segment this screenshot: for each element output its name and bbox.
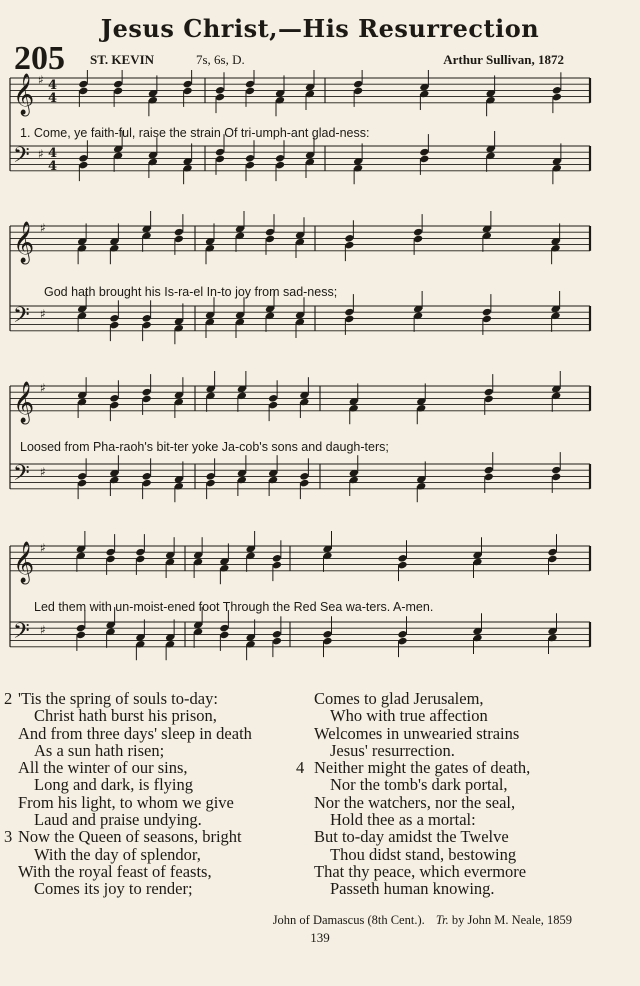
verse-line: 3 Now the Queen of seasons, bright <box>4 827 242 847</box>
verse-line: Jesus' resurrection. <box>330 740 455 760</box>
verse-line: Nor the watchers, nor the seal, <box>314 792 516 812</box>
sharp-icon: ♯ <box>40 623 46 637</box>
bass-clef-icon: 𝄢 <box>13 618 30 649</box>
credit-author: John of Damascus (8th Cent.). <box>272 913 425 927</box>
text-credit <box>0 913 640 928</box>
page-number: 139 <box>310 930 330 945</box>
verse-line: Nor the tomb's dark portal, <box>330 775 508 795</box>
verse-line: Passeth human knowing. <box>330 879 495 899</box>
lyric-line-3: Loosed from Pha-raoh's bit-ter yoke Ja-cob's sons and daugh-ters; <box>20 440 389 454</box>
verse-line: From his light, to whom we give <box>18 792 234 812</box>
treble-clef-icon: 𝄞 <box>13 221 35 263</box>
verse-line: All the winter of our sins, <box>18 758 188 778</box>
hymn-number: 205 <box>14 40 65 77</box>
bass-clef-icon: 𝄢 <box>13 460 30 491</box>
verse-line: Laud and praise undying. <box>34 810 202 830</box>
composer: Arthur Sullivan, 1872 <box>443 52 564 67</box>
treble-clef-icon: 𝄞 <box>13 541 35 583</box>
verses <box>0 690 640 920</box>
bass-clef-icon: 𝄢 <box>13 142 30 173</box>
verse-line: Hold thee as a mortal: <box>330 810 476 830</box>
time-signature-bottom: 4 <box>48 91 58 106</box>
sharp-icon: ♯ <box>40 381 46 395</box>
verse-line: With the day of splendor, <box>34 844 201 864</box>
verse-line: Who with true affection <box>330 706 488 726</box>
page-title: Jesus Christ,—His Resurrection <box>100 14 540 43</box>
verse-line: Long and dark, is flying <box>34 775 194 795</box>
verse-number: 3 <box>4 827 13 847</box>
credit-tr: Tr. <box>435 913 449 927</box>
verse-line: And from three days' sleep in death <box>18 723 252 743</box>
verse-line: With the royal feast of feasts, <box>18 861 212 881</box>
sharp-icon: ♯ <box>40 465 46 479</box>
time-signature-bottom: 4 <box>48 159 58 174</box>
verse-line: Comes to glad Jerusalem, <box>314 689 484 708</box>
sharp-icon: ♯ <box>38 147 44 161</box>
verse-number: 2 <box>4 689 13 708</box>
meter: 7s, 6s, D. <box>196 52 245 67</box>
sharp-icon: ♯ <box>38 73 44 87</box>
credit-translator: by John M. Neale, 1859 <box>451 913 572 927</box>
verse-line: That thy peace, which evermore <box>314 861 527 881</box>
verse-line: But to-day amidst the Twelve <box>314 827 509 847</box>
treble-clef-icon: 𝄞 <box>13 73 35 115</box>
bass-clef-icon: 𝄢 <box>13 302 30 333</box>
verse-line: Christ hath burst his prison, <box>34 706 217 726</box>
time-signature-top: 4 <box>48 78 58 93</box>
verse-line: Welcomes in unwearied strains <box>314 723 520 743</box>
lyric-line-1: 1. Come, ye faith-ful, raise the strain Of tri-umph-ant glad-ness: <box>20 126 370 140</box>
tune-name: ST. KEVIN <box>90 52 155 67</box>
sharp-icon: ♯ <box>40 307 46 321</box>
verse-line: Comes its joy to render; <box>34 879 193 899</box>
verse-line: Thou didst stand, bestowing <box>330 844 517 864</box>
verse-number: 4 <box>296 758 305 778</box>
music-score <box>0 70 640 680</box>
verse-line: As a sun hath risen; <box>34 740 165 760</box>
verse-line: 4 Neither might the gates of death, <box>296 758 531 778</box>
time-signature-top: 4 <box>48 146 58 161</box>
verses-left-column <box>4 690 304 898</box>
sharp-icon: ♯ <box>40 221 46 235</box>
lyric-line-2: God hath brought his Is-ra-el In-to joy from sad-ness; <box>44 285 338 299</box>
lyric-line-4: Led them with un-moist-ened foot Through the Red Sea wa-ters. A-men. <box>34 600 434 614</box>
verse-line: 2 'Tis the spring of souls to-day: <box>4 689 218 708</box>
treble-clef-icon: 𝄞 <box>13 381 35 423</box>
verses-right-column <box>296 690 616 898</box>
sharp-icon: ♯ <box>40 541 46 555</box>
